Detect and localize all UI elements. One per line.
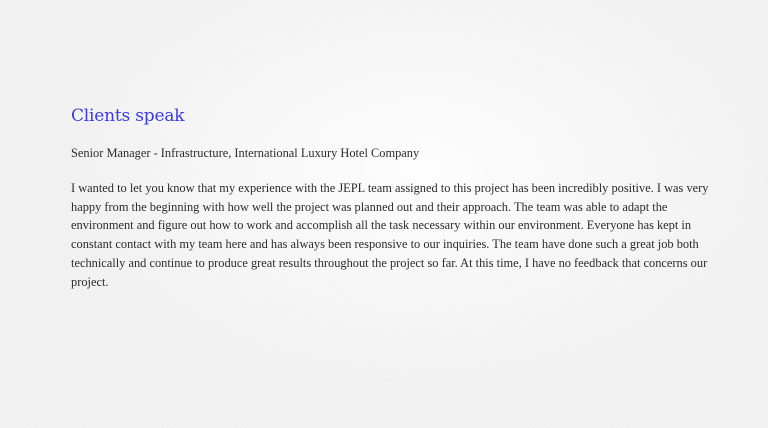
testimonial-text: I wanted to let you know that my experience with the JEPL team assigned to this project has been incredibly positive. I was very happy from the beginning with how well the project was planned out and their approach. The team was able to adapt the environment and figure out how to work and accomplish all the task necessary within our environment. Everyone has kept in constant contact with my team here and has always been responsive to our inquiries. The team have done such a great job both technically and continue to produce great results throughout the project so far. At this time, I have no feedback that concerns our project.	[71, 181, 709, 289]
client-role: Senior Manager - Infrastructure, International Luxury Hotel Company	[71, 146, 420, 160]
section-heading: Clients speak	[71, 106, 185, 126]
clients-speak-section	[71, 104, 727, 291]
